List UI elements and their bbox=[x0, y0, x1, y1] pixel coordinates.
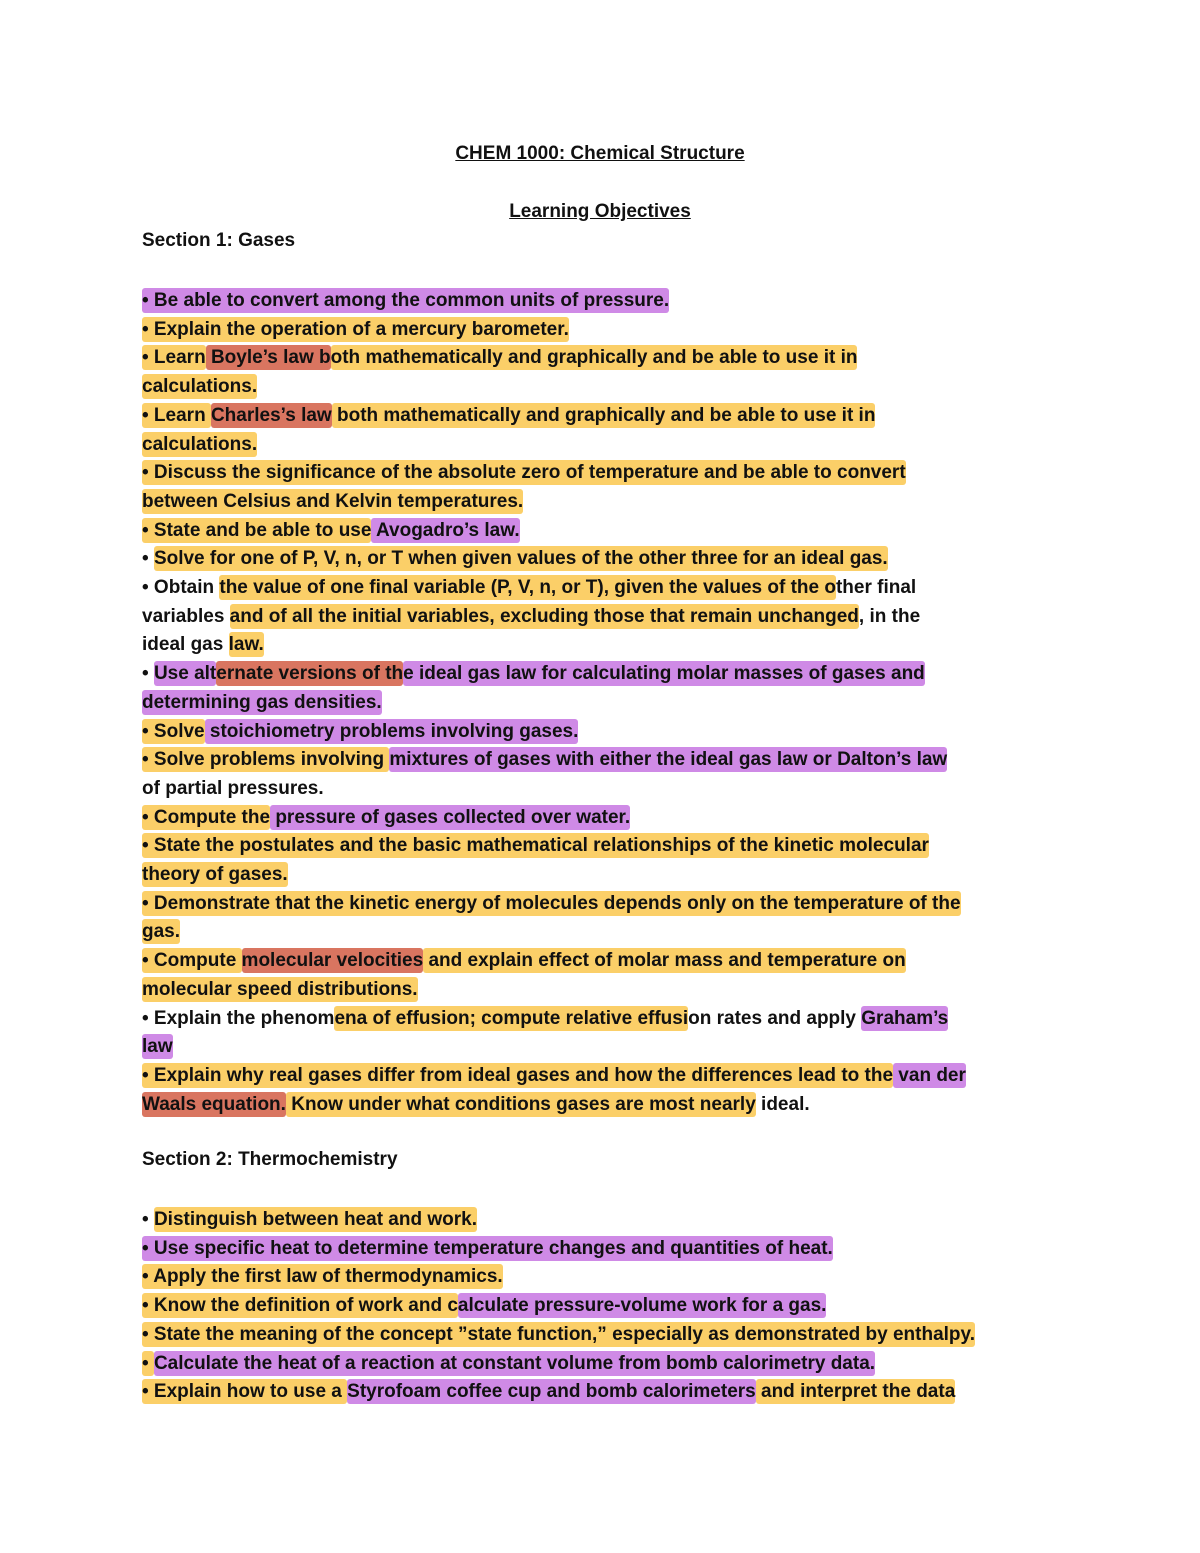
highlighted-text: law. bbox=[228, 634, 264, 656]
highlighted-text: the value of one final variable (P, V, n, or T), given the values of the o bbox=[219, 577, 836, 598]
objective-line bbox=[142, 1320, 975, 1349]
highlighted-text: • Compute the bbox=[142, 806, 271, 828]
highlighted-text: • State the postulates and the basic mathematical relationships of the kinetic molecular bbox=[142, 835, 929, 857]
highlighted-text: and explain effect of molar mass and temperature on bbox=[423, 950, 906, 972]
highlighted-text: Charles’s law bbox=[210, 404, 332, 426]
section-2-heading: Section 2: Thermochemistry bbox=[142, 1149, 398, 1170]
highlighted-text: , in the bbox=[858, 605, 921, 627]
objective-line bbox=[142, 745, 947, 774]
objective-line bbox=[142, 544, 888, 573]
highlighted-text: • Explain why real gases differ from ideal gases and how the differences lead to the bbox=[142, 1064, 894, 1086]
objective-line bbox=[142, 688, 382, 717]
objective-line bbox=[142, 975, 418, 1004]
objective-line bbox=[142, 774, 324, 803]
objective-line bbox=[142, 630, 264, 659]
highlighted-text: Use alt bbox=[153, 663, 217, 685]
highlighted-text: Graham’s bbox=[861, 1007, 949, 1029]
objective-line bbox=[142, 516, 520, 545]
highlighted-text: ideal gas bbox=[142, 634, 229, 656]
course-title: CHEM 1000: Chemical Structure bbox=[455, 143, 745, 164]
highlighted-text: • Discuss the significance of the absolute zero of temperature and be able to convert bbox=[142, 462, 906, 484]
objective-line bbox=[142, 1032, 173, 1061]
highlighted-text: • Use specific heat to determine temperature changes and quantities of heat. bbox=[142, 1237, 833, 1259]
objective-line bbox=[142, 1061, 966, 1090]
highlighted-text: theory of gases. bbox=[142, 864, 288, 885]
highlighted-text: molecular speed distributions. bbox=[142, 978, 418, 1000]
objective-line bbox=[142, 1090, 810, 1119]
highlighted-text: • bbox=[142, 548, 154, 570]
highlighted-text: of partial pressures. bbox=[142, 777, 324, 799]
objective-line bbox=[142, 717, 578, 746]
highlighted-text: gas. bbox=[142, 921, 181, 943]
highlighted-text: • Learn bbox=[142, 347, 206, 369]
highlighted-text: molecular velocities bbox=[241, 950, 424, 972]
highlighted-text: Distinguish between heat and work. bbox=[153, 1209, 477, 1230]
highlighted-text: and interpret the data bbox=[755, 1381, 956, 1403]
highlighted-text: • Explain the operation of a mercury barometer. bbox=[142, 318, 569, 340]
objective-line bbox=[142, 401, 875, 430]
highlighted-text: calculations. bbox=[142, 376, 258, 398]
objective-line bbox=[142, 831, 929, 860]
highlighted-text: ernate versions of th bbox=[216, 663, 404, 685]
objective-line bbox=[142, 1205, 477, 1234]
subtitle: Learning Objectives bbox=[509, 201, 691, 222]
highlighted-text: pressure of gases collected over water. bbox=[270, 806, 631, 828]
objective-line bbox=[142, 1291, 826, 1320]
highlighted-text: • Solve bbox=[142, 720, 205, 742]
objective-line bbox=[142, 1234, 833, 1263]
highlighted-text: • Explain the phenom bbox=[142, 1007, 335, 1029]
highlighted-text: • Learn bbox=[142, 404, 211, 426]
objective-line bbox=[142, 315, 569, 344]
highlighted-text: ideal. bbox=[755, 1093, 810, 1115]
highlighted-text: Styrofoam coffee cup and bomb calorimeters bbox=[347, 1381, 756, 1403]
highlighted-text: • Obtain bbox=[142, 577, 220, 598]
objective-line bbox=[142, 487, 523, 516]
highlighted-text: oth mathematically and graphically and be able to use it in bbox=[330, 347, 858, 369]
highlighted-text: mixtures of gases with either the ideal gas law or Dalton’s law bbox=[389, 749, 948, 771]
highlighted-text: • bbox=[142, 1209, 154, 1230]
objective-line bbox=[142, 1262, 503, 1291]
objective-line bbox=[142, 860, 288, 889]
highlighted-text: and of all the initial variables, excluding those that remain unchanged bbox=[229, 605, 859, 627]
highlighted-text: both mathematically and graphically and be able to use it in bbox=[331, 404, 876, 426]
highlighted-text: • Compute bbox=[142, 950, 242, 972]
highlighted-text: van der bbox=[893, 1064, 966, 1086]
objective-line bbox=[142, 1377, 955, 1406]
highlighted-text: alculate pressure-volume work for a gas. bbox=[457, 1295, 827, 1317]
highlighted-text: Boyle’s law b bbox=[205, 347, 331, 369]
objective-line bbox=[142, 372, 257, 401]
objective-line bbox=[142, 430, 257, 459]
highlighted-text: Know under what conditions gases are most nearly bbox=[285, 1093, 756, 1115]
objective-line bbox=[142, 458, 906, 487]
highlighted-text: Calculate the heat of a reaction at constant volume from bomb calorimetry data. bbox=[153, 1352, 876, 1374]
highlighted-text: on rates and apply bbox=[688, 1007, 862, 1029]
highlighted-text: • State and be able to use bbox=[142, 519, 372, 541]
highlighted-text: • Explain how to use a bbox=[142, 1381, 348, 1403]
highlighted-text: • Know the definition of work and c bbox=[142, 1295, 458, 1317]
highlighted-text: variables bbox=[142, 605, 230, 627]
objective-line bbox=[142, 1004, 948, 1033]
highlighted-text: Avogadro’s law. bbox=[371, 519, 520, 541]
highlighted-text: law bbox=[142, 1036, 173, 1058]
objective-line bbox=[142, 343, 857, 372]
highlighted-text: Solve for one of P, V, n, or T when given values of the other three for an ideal gas. bbox=[153, 548, 888, 570]
objective-line bbox=[142, 917, 180, 946]
highlighted-text: between Celsius and Kelvin temperatures. bbox=[142, 490, 524, 512]
highlighted-text: e ideal gas law for calculating molar masses of gases and bbox=[403, 663, 925, 685]
highlighted-text: stoichiometry problems involving gases. bbox=[204, 720, 579, 742]
objective-line bbox=[142, 602, 920, 631]
objective-line bbox=[142, 1349, 875, 1378]
highlighted-text: determining gas densities. bbox=[142, 691, 382, 713]
highlighted-text: ther final bbox=[835, 577, 917, 598]
objective-line bbox=[142, 803, 630, 832]
objective-line bbox=[142, 889, 961, 918]
highlighted-text: calculations. bbox=[142, 433, 258, 455]
objective-line bbox=[142, 573, 916, 602]
highlighted-text: • State the meaning of the concept ”state function,” especially as demonstrated by enthalpy. bbox=[142, 1323, 975, 1345]
objective-line bbox=[142, 286, 669, 315]
highlighted-text: • Apply the first law of thermodynamics. bbox=[142, 1266, 503, 1288]
highlighted-text: • Demonstrate that the kinetic energy of molecules depends only on the temperature of the bbox=[142, 892, 961, 914]
objective-line bbox=[142, 659, 925, 688]
highlighted-text: • Be able to convert among the common units of pressure. bbox=[142, 290, 670, 311]
highlighted-text: ena of effusion; compute relative effusi bbox=[334, 1007, 689, 1029]
highlighted-text: • bbox=[142, 663, 154, 685]
section-1-heading: Section 1: Gases bbox=[142, 230, 296, 251]
objective-line bbox=[142, 946, 906, 975]
highlighted-text: • Solve problems involving bbox=[142, 749, 390, 771]
highlighted-text: • bbox=[142, 1352, 154, 1374]
highlighted-text: Waals equation. bbox=[142, 1093, 286, 1115]
